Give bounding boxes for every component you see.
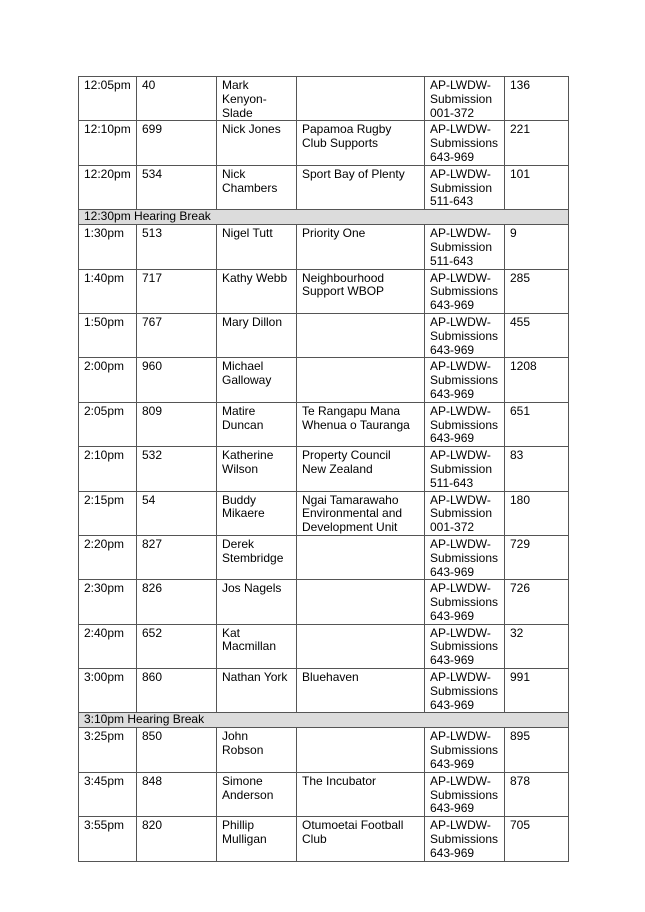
page-number-cell: 726 [505, 580, 569, 624]
submission-reference-cell: AP-LWDW- Submissions 643-969 [425, 269, 505, 313]
schedule-row [79, 772, 569, 816]
submission-reference-cell: AP-LWDW- Submissions 643-969 [425, 535, 505, 579]
schedule-body [79, 77, 569, 862]
schedule-row [79, 817, 569, 861]
submitter-name-cell: Kat Macmillan [217, 624, 297, 668]
page-number-cell: 136 [505, 77, 569, 121]
submitter-number-cell: 717 [137, 269, 217, 313]
time-cell: 1:30pm [79, 225, 137, 269]
submitter-name-cell: Kathy Webb [217, 269, 297, 313]
organisation-cell: Otumoetai Football Club [297, 817, 425, 861]
page-number-cell: 651 [505, 402, 569, 446]
schedule-row [79, 121, 569, 165]
time-cell: 2:10pm [79, 447, 137, 491]
page-number-cell: 991 [505, 669, 569, 713]
submitter-name-cell: Phillip Mulligan [217, 817, 297, 861]
time-cell: 3:25pm [79, 728, 137, 772]
submitter-number-cell: 850 [137, 728, 217, 772]
submitter-name-cell: Derek Stembridge [217, 535, 297, 579]
hearing-break-label: 12:30pm Hearing Break [79, 210, 569, 225]
schedule-row [79, 402, 569, 446]
submitter-number-cell: 699 [137, 121, 217, 165]
hearing-schedule-table [78, 76, 569, 862]
schedule-row [79, 580, 569, 624]
organisation-cell: Priority One [297, 225, 425, 269]
submitter-name-cell: Nick Chambers [217, 165, 297, 209]
hearing-break-row [79, 210, 569, 225]
schedule-row [79, 358, 569, 402]
submission-reference-cell: AP-LWDW- Submissions 643-969 [425, 313, 505, 357]
hearing-break-label: 3:10pm Hearing Break [79, 713, 569, 728]
page-number-cell: 285 [505, 269, 569, 313]
time-cell: 12:10pm [79, 121, 137, 165]
submitter-name-cell: Nathan York [217, 669, 297, 713]
submitter-name-cell: Simone Anderson [217, 772, 297, 816]
submission-reference-cell: AP-LWDW- Submissions 643-969 [425, 580, 505, 624]
submitter-number-cell: 860 [137, 669, 217, 713]
time-cell: 12:05pm [79, 77, 137, 121]
page-number-cell: 729 [505, 535, 569, 579]
time-cell: 2:15pm [79, 491, 137, 535]
organisation-cell: Bluehaven [297, 669, 425, 713]
submitter-number-cell: 534 [137, 165, 217, 209]
time-cell: 3:00pm [79, 669, 137, 713]
submission-reference-cell: AP-LWDW- Submissions 643-969 [425, 772, 505, 816]
submission-reference-cell: AP-LWDW- Submissions 643-969 [425, 624, 505, 668]
organisation-cell: Te Rangapu Mana Whenua o Tauranga [297, 402, 425, 446]
submitter-name-cell: Michael Galloway [217, 358, 297, 402]
submitter-number-cell: 40 [137, 77, 217, 121]
organisation-cell [297, 535, 425, 579]
submission-reference-cell: AP-LWDW- Submission 001-372 [425, 491, 505, 535]
submitter-number-cell: 54 [137, 491, 217, 535]
submitter-number-cell: 848 [137, 772, 217, 816]
submitter-number-cell: 532 [137, 447, 217, 491]
organisation-cell: Papamoa Rugby Club Supports [297, 121, 425, 165]
hearing-break-row [79, 713, 569, 728]
submitter-name-cell: Mary Dillon [217, 313, 297, 357]
submitter-number-cell: 827 [137, 535, 217, 579]
schedule-row [79, 165, 569, 209]
organisation-cell [297, 358, 425, 402]
schedule-row [79, 491, 569, 535]
page-number-cell: 895 [505, 728, 569, 772]
schedule-row [79, 313, 569, 357]
page-number-cell: 455 [505, 313, 569, 357]
page-number-cell: 83 [505, 447, 569, 491]
page-number-cell: 101 [505, 165, 569, 209]
submission-reference-cell: AP-LWDW- Submission 511-643 [425, 225, 505, 269]
organisation-cell [297, 313, 425, 357]
submission-reference-cell: AP-LWDW- Submission 001-372 [425, 77, 505, 121]
organisation-cell: Ngai Tamarawaho Environmental and Development Unit [297, 491, 425, 535]
submitter-name-cell: John Robson [217, 728, 297, 772]
submitter-name-cell: Nigel Tutt [217, 225, 297, 269]
submitter-name-cell: Jos Nagels [217, 580, 297, 624]
organisation-cell: Property Council New Zealand [297, 447, 425, 491]
page-number-cell: 1208 [505, 358, 569, 402]
submission-reference-cell: AP-LWDW- Submission 511-643 [425, 165, 505, 209]
submitter-name-cell: Buddy Mikaere [217, 491, 297, 535]
schedule-row [79, 77, 569, 121]
schedule-row [79, 447, 569, 491]
time-cell: 1:50pm [79, 313, 137, 357]
page-number-cell: 221 [505, 121, 569, 165]
submitter-number-cell: 652 [137, 624, 217, 668]
time-cell: 2:40pm [79, 624, 137, 668]
time-cell: 2:20pm [79, 535, 137, 579]
time-cell: 2:00pm [79, 358, 137, 402]
submitter-name-cell: Nick Jones [217, 121, 297, 165]
page-number-cell: 705 [505, 817, 569, 861]
organisation-cell [297, 77, 425, 121]
schedule-row [79, 535, 569, 579]
submission-reference-cell: AP-LWDW- Submissions 643-969 [425, 121, 505, 165]
submission-reference-cell: AP-LWDW- Submissions 643-969 [425, 817, 505, 861]
time-cell: 12:20pm [79, 165, 137, 209]
submission-reference-cell: AP-LWDW- Submissions 643-969 [425, 728, 505, 772]
time-cell: 1:40pm [79, 269, 137, 313]
organisation-cell [297, 580, 425, 624]
submission-reference-cell: AP-LWDW- Submissions 643-969 [425, 358, 505, 402]
submitter-number-cell: 513 [137, 225, 217, 269]
schedule-row [79, 624, 569, 668]
page-number-cell: 9 [505, 225, 569, 269]
page-number-cell: 180 [505, 491, 569, 535]
organisation-cell: The Incubator [297, 772, 425, 816]
submitter-name-cell: Katherine Wilson [217, 447, 297, 491]
submitter-number-cell: 960 [137, 358, 217, 402]
schedule-row [79, 669, 569, 713]
time-cell: 3:45pm [79, 772, 137, 816]
page-number-cell: 878 [505, 772, 569, 816]
page-number-cell: 32 [505, 624, 569, 668]
time-cell: 3:55pm [79, 817, 137, 861]
organisation-cell: Neighbourhood Support WBOP [297, 269, 425, 313]
submitter-number-cell: 767 [137, 313, 217, 357]
submitter-number-cell: 809 [137, 402, 217, 446]
submitter-name-cell: Mark Kenyon- Slade [217, 77, 297, 121]
submitter-number-cell: 820 [137, 817, 217, 861]
organisation-cell: Sport Bay of Plenty [297, 165, 425, 209]
submitter-name-cell: Matire Duncan [217, 402, 297, 446]
submission-reference-cell: AP-LWDW- Submissions 643-969 [425, 669, 505, 713]
submitter-number-cell: 826 [137, 580, 217, 624]
organisation-cell [297, 728, 425, 772]
time-cell: 2:30pm [79, 580, 137, 624]
submission-reference-cell: AP-LWDW- Submission 511-643 [425, 447, 505, 491]
submission-reference-cell: AP-LWDW- Submissions 643-969 [425, 402, 505, 446]
organisation-cell [297, 624, 425, 668]
time-cell: 2:05pm [79, 402, 137, 446]
schedule-row [79, 728, 569, 772]
schedule-row [79, 225, 569, 269]
schedule-row [79, 269, 569, 313]
